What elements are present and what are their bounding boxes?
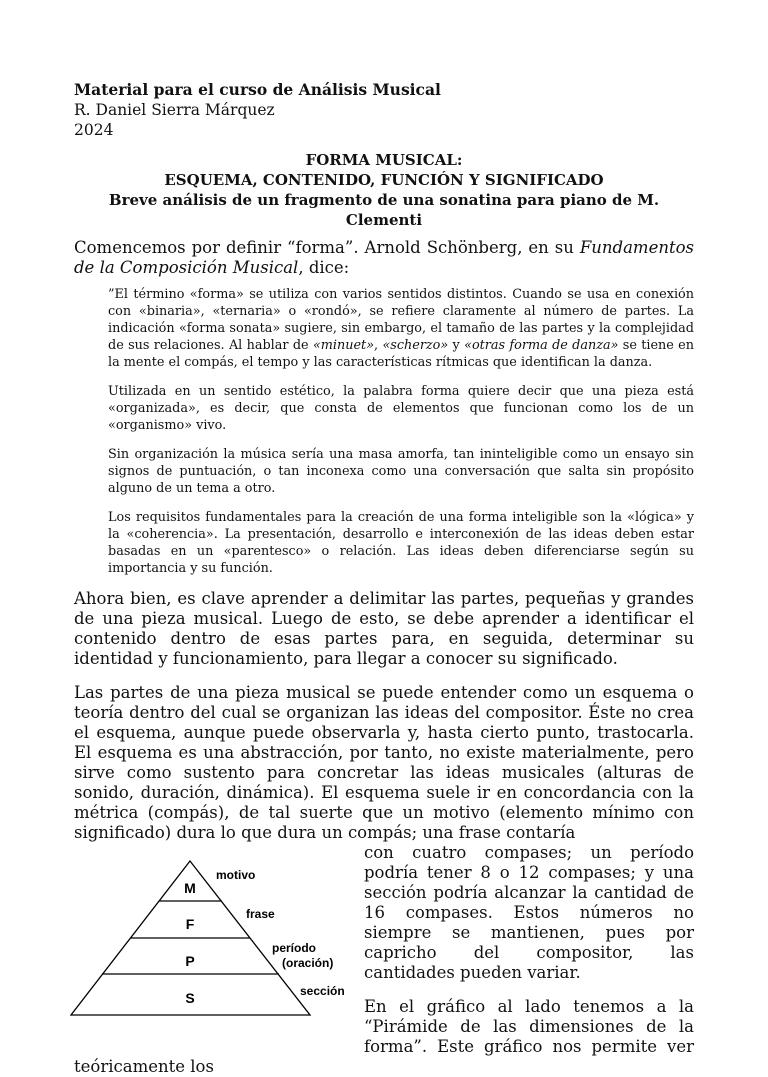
year: 2024 — [74, 121, 114, 139]
author-name: R. Daniel Sierra Márquez — [74, 101, 275, 119]
intro-text: Comencemos por definir “forma”. Arnold Schönberg, en su — [74, 238, 580, 257]
intro-text-end: , dice: — [298, 258, 350, 277]
subtitle: Breve análisis de un fragmento de una sonatina para piano de M. Clementi — [108, 191, 660, 229]
label-seccion: sección — [300, 984, 345, 998]
quote-sep: , — [374, 338, 383, 353]
pyramid-level-p: P — [185, 953, 195, 969]
intro-paragraph — [74, 238, 694, 278]
book-title: Fundamentos de la Composición Musical — [74, 238, 694, 277]
pyramid-diagram — [68, 843, 354, 1043]
label-periodo: período — [272, 941, 316, 955]
pyramid-level-m: M — [184, 880, 196, 896]
title-line-2: ESQUEMA, CONTENIDO, FUNCIÓN Y SIGNIFICADO — [164, 171, 604, 189]
quote-and: y — [448, 338, 465, 353]
label-frase: frase — [246, 907, 275, 921]
quote-text-end: se tiene en la mente el compás, el tempo y las características rítmicas que identifican la danza. — [108, 338, 694, 370]
schoenberg-quote — [108, 286, 694, 577]
course-title: Material para el curso de Análisis Musical — [74, 80, 441, 99]
paragraph-partes: Ahora bien, es clave aprender a delimitar las partes, pequeñas y grandes de una pieza musical. Luego de esto, se debe aprender a identificar el contenido dentro de esas partes para, en seguida, determinar su identidad y funcionamiento, para llegar a conocer su significado. — [74, 589, 694, 668]
quote-paragraph-4: Los requisitos fundamentales para la creación de una forma inteligible son la «lógica» y la «coherencia». La presentación, desarrollo e interconexión de las ideas deben estar basadas en un «parentesco» o relación. Las ideas deben diferenciarse según su importancia y su función. — [108, 510, 694, 576]
quote-paragraph-1 — [108, 286, 694, 371]
label-motivo: motivo — [216, 868, 256, 882]
quote-scherzo: «scherzo» — [382, 338, 449, 353]
document-header — [74, 80, 694, 140]
pyramid-level-f: F — [185, 916, 195, 932]
quote-minuet: «minuet» — [312, 338, 375, 353]
title-block — [74, 150, 694, 230]
quote-paragraph-2: Utilizada en un sentido estético, la palabra forma quiere decir que una pieza está «organizada», es decir, que consta de elementos que funcionan como los de un «organismo» vivo. — [108, 384, 694, 433]
document-page — [74, 80, 694, 1077]
quote-text: ”El término «forma» se utiliza con varios sentidos distintos. Cuando se usa en conexión con «binaria», «ternaria» o «rondó», se refiere claramente al número de partes. La indicación «forma sonata» sugiere, sin embargo, el tamaño de las partes y la complejidad de sus relaciones. Al hablar de — [108, 287, 694, 353]
label-oracion: (oración) — [282, 956, 334, 970]
paragraph-grafico: En el gráfico al lado tenemos a la “Pirámide de las dimensiones de la forma”. Este gráfico nos permite ver teóricamente los — [74, 997, 694, 1076]
figure-text-wrap — [74, 843, 694, 1077]
pyramid-figure — [68, 843, 354, 1043]
paragraph-esquema: Las partes de una pieza musical se puede entender como un esquema o teoría dentro del cual se organizan las ideas del compositor. Éste no crea el esquema, aunque puede observarla y, hasta cierto punto, trastocarla. El esquema es una abstracción, por tanto, no existe materialmente, pero sirve como sustento para concretar las ideas musicales (alturas de sonido, duración, dinámica). El esquema suele ir en concordancia con la métrica (compás), de tal suerte que un motivo (elemento mínimo con significado) dura lo que dura un compás; una frase contaría — [74, 683, 694, 842]
paragraph-esquema-cont: con cuatro compases; un período podría tener 8 o 12 compases; y una sección podría alcanzar la cantidad de 16 compases. Estos números no siempre se mantienen, pues por capricho del compositor, las cantidades pueden variar. — [364, 843, 694, 982]
quote-danza: «otras forma de danza» — [464, 338, 619, 353]
quote-paragraph-3: Sin organización la música sería una masa amorfa, tan ininteligible como un ensayo sin signos de puntuación, o tan inconexa como una conversación que salta sin propósito alguno de un tema a otro. — [108, 447, 694, 496]
title-line-1: FORMA MUSICAL: — [305, 151, 463, 169]
pyramid-level-s: S — [185, 990, 195, 1006]
